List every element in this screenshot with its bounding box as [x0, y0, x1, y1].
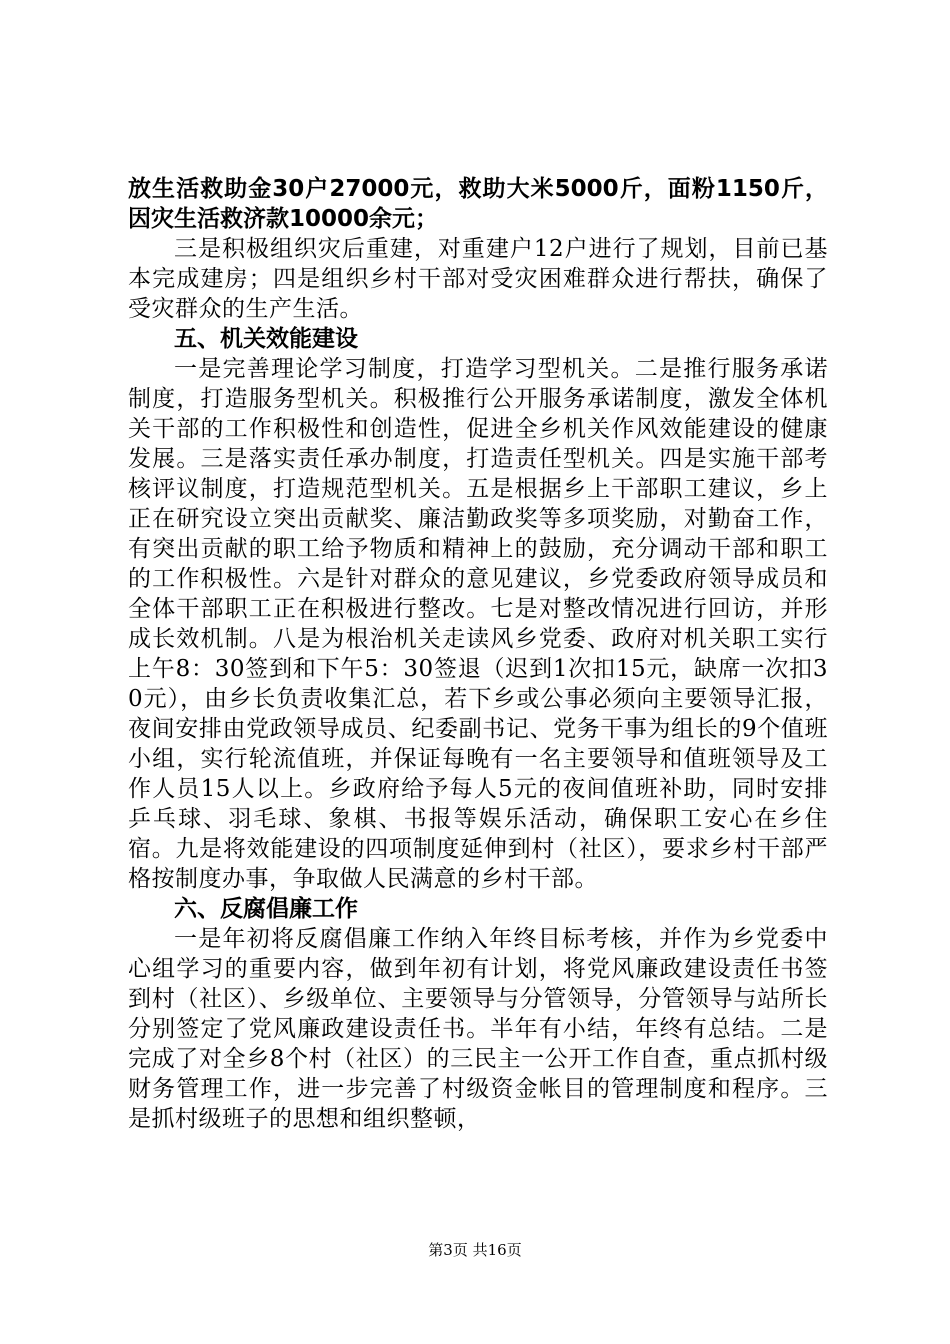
- document-body: [128, 174, 828, 1134]
- section-heading-anticorruption: 六、反腐倡廉工作: [174, 896, 358, 922]
- paragraph-reconstruction: 三是积极组织灾后重建，对重建户12户进行了规划，目前已基本完成建房；四是组织乡村干部对受灾困难群众进行帮扶，确保了受灾群众的生产生活。: [128, 236, 828, 322]
- page-number-footer: 第3页 共16页: [428, 1241, 522, 1259]
- paragraph-anticorruption: 一是年初将反腐倡廉工作纳入年终目标考核，并作为乡党委中心组学习的重要内容，做到年初有计划，将党风廉政建设责任书签到村（社区）、乡级单位、主要领导与分管领导，分管领导与站所长分别签定了党风廉政建设责任书。半年有小结，年终有总结。二是完成了对全乡8个村（社区）的三民主一公开工作自查，重点抓村级财务管理工作，进一步完善了村级资金帐目的管理制度和程序。三是抓村级班子的思想和组织整顿，: [128, 926, 828, 1132]
- paragraph-efficiency: 一是完善理论学习制度，打造学习型机关。二是推行服务承诺制度，打造服务型机关。积极推行公开服务承诺制度，激发全体机关干部的工作积极性和创造性，促进全乡机关作风效能建设的健康发展。三是落实责任承办制度，打造责任型机关。四是实施干部考核评议制度，打造规范型机关。五是根据乡上干部职工建议，乡上正在研究设立突出贡献奖、廉洁勤政奖等多项奖励，对勤奋工作，有突出贡献的职工给予物质和精神上的鼓励，充分调动干部和职工的工作积极性。六是针对群众的意见建议，乡党委政府领导成员和全体干部职工正在积极进行整改。七是对整改情况进行回访，并形成长效机制。八是为根治机关走读风乡党委、政府对机关职工实行上午8：30签到和下午5：30签退（迟到1次扣15元，缺席一次扣30元），由乡长负责收集汇总，若下乡或公事必须向主要领导汇报，夜间安排由党政领导成员、纪委副书记、党务干事为组长的9个值班小组，实行轮流值班，并保证每晚有一名主要领导和值班领导及工作人员15人以上。乡政府给予每人5元的夜间值班补助，同时安排乒乓球、羽毛球、象棋、书报等娱乐活动，确保职工安心在乡住宿。九是将效能建设的四项制度延伸到村（社区），要求乡村干部严格按制度办事，争取做人民满意的乡村干部。: [128, 356, 828, 892]
- section-heading-efficiency: 五、机关效能建设: [174, 326, 358, 352]
- paragraph-relief-funds: 放生活救助金30户27000元，救助大米5000斤，面粉1150斤，因灾生活救济款10000余元；: [128, 176, 828, 232]
